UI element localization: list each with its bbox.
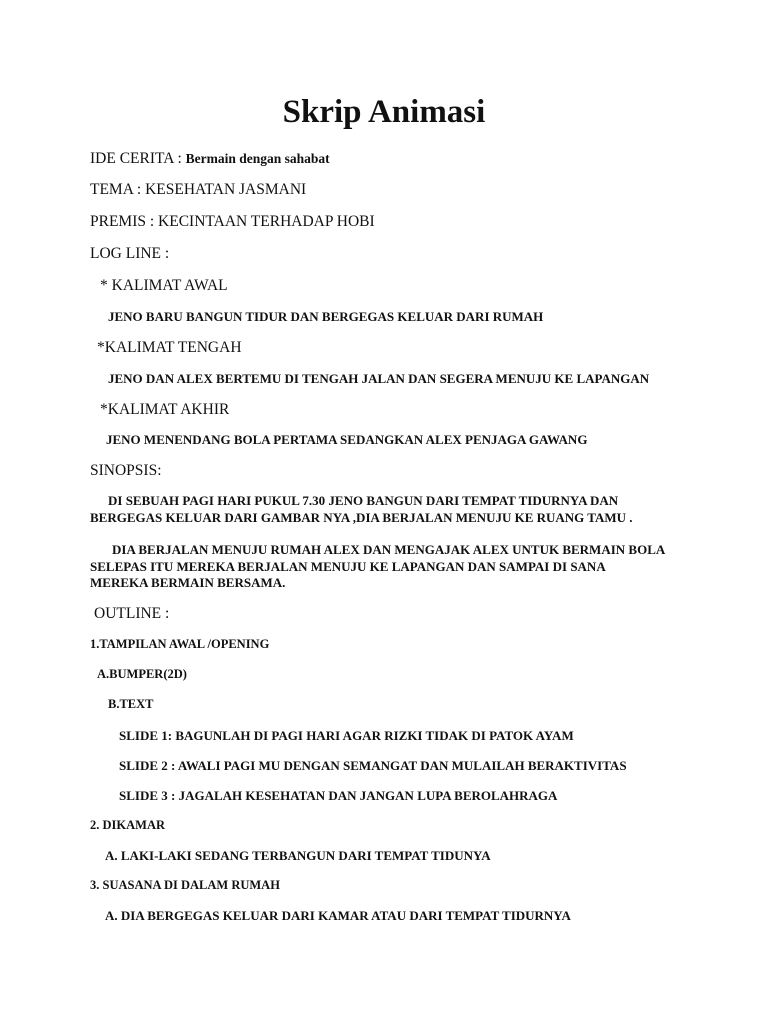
outline-slide-3: SLIDE 3 : JAGALAH KESEHATAN DAN JANGAN LUPA BEROLAHRAGA <box>119 788 558 803</box>
outline-section-1: 1.TAMPILAN AWAL /OPENING <box>90 637 270 651</box>
ide-cerita-label: IDE CERITA : <box>90 150 182 167</box>
kalimat-tengah-label: *KALIMAT TENGAH <box>97 339 242 356</box>
kalimat-akhir-text: JENO MENENDANG BOLA PERTAMA SEDANGKAN ALEX PENJAGA GAWANG <box>106 432 588 447</box>
kalimat-awal-text: JENO BARU BANGUN TIDUR DAN BERGEGAS KELUAR DARI RUMAH <box>108 309 544 324</box>
outline-bumper: A.BUMPER(2D) <box>97 667 187 681</box>
sinopsis-paragraph-1: DI SEBUAH PAGI HARI PUKUL 7.30 JENO BANGUN DARI TEMPAT TIDURNYA DAN BERGEGAS KELUAR DARI GAMBAR NYA ,DIA BERJALAN MENUJU KE RUANG TAMU . <box>90 493 633 525</box>
log-line-heading: LOG LINE : <box>90 245 170 262</box>
outline-section-3a: A. DIA BERGEGAS KELUAR DARI KAMAR ATAU DARI TEMPAT TIDURNYA <box>105 908 571 923</box>
outline-heading: OUTLINE : <box>94 605 170 622</box>
premis-line: PREMIS : KECINTAAN TERHADAP HOBI <box>90 213 375 230</box>
outline-section-2a: A. LAKI-LAKI SEDANG TERBANGUN DARI TEMPAT TIDUNYA <box>105 848 491 863</box>
tema-line: TEMA : KESEHATAN JASMANI <box>90 181 307 198</box>
ide-cerita-line <box>90 151 330 167</box>
kalimat-akhir-label: *KALIMAT AKHIR <box>100 401 230 418</box>
outline-slide-1: SLIDE 1: BAGUNLAH DI PAGI HARI AGAR RIZKI TIDAK DI PATOK AYAM <box>119 728 574 743</box>
kalimat-tengah-text: JENO DAN ALEX BERTEMU DI TENGAH JALAN DAN SEGERA MENUJU KE LAPANGAN <box>108 371 650 386</box>
outline-slide-2: SLIDE 2 : AWALI PAGI MU DENGAN SEMANGAT DAN MULAILAH BERAKTIVITAS <box>119 758 627 773</box>
ide-cerita-value: Bermain dengan sahabat <box>185 151 330 166</box>
document-title: Skrip Animasi <box>282 94 486 130</box>
kalimat-awal-label: * KALIMAT AWAL <box>100 277 228 294</box>
outline-section-2: 2. DIKAMAR <box>90 818 165 832</box>
sinopsis-heading: SINOPSIS: <box>90 462 162 479</box>
outline-section-3: 3. SUASANA DI DALAM RUMAH <box>90 878 280 892</box>
outline-text-item: B.TEXT <box>108 697 154 711</box>
sinopsis-paragraph-2: DIA BERJALAN MENUJU RUMAH ALEX DAN MENGAJAK ALEX UNTUK BERMAIN BOLA SELEPAS ITU MEREKA BERJALAN MENUJU KE LAPANGAN DAN SAMPAI DI SANA MEREKA BERMAIN BERSAMA. <box>90 542 665 590</box>
